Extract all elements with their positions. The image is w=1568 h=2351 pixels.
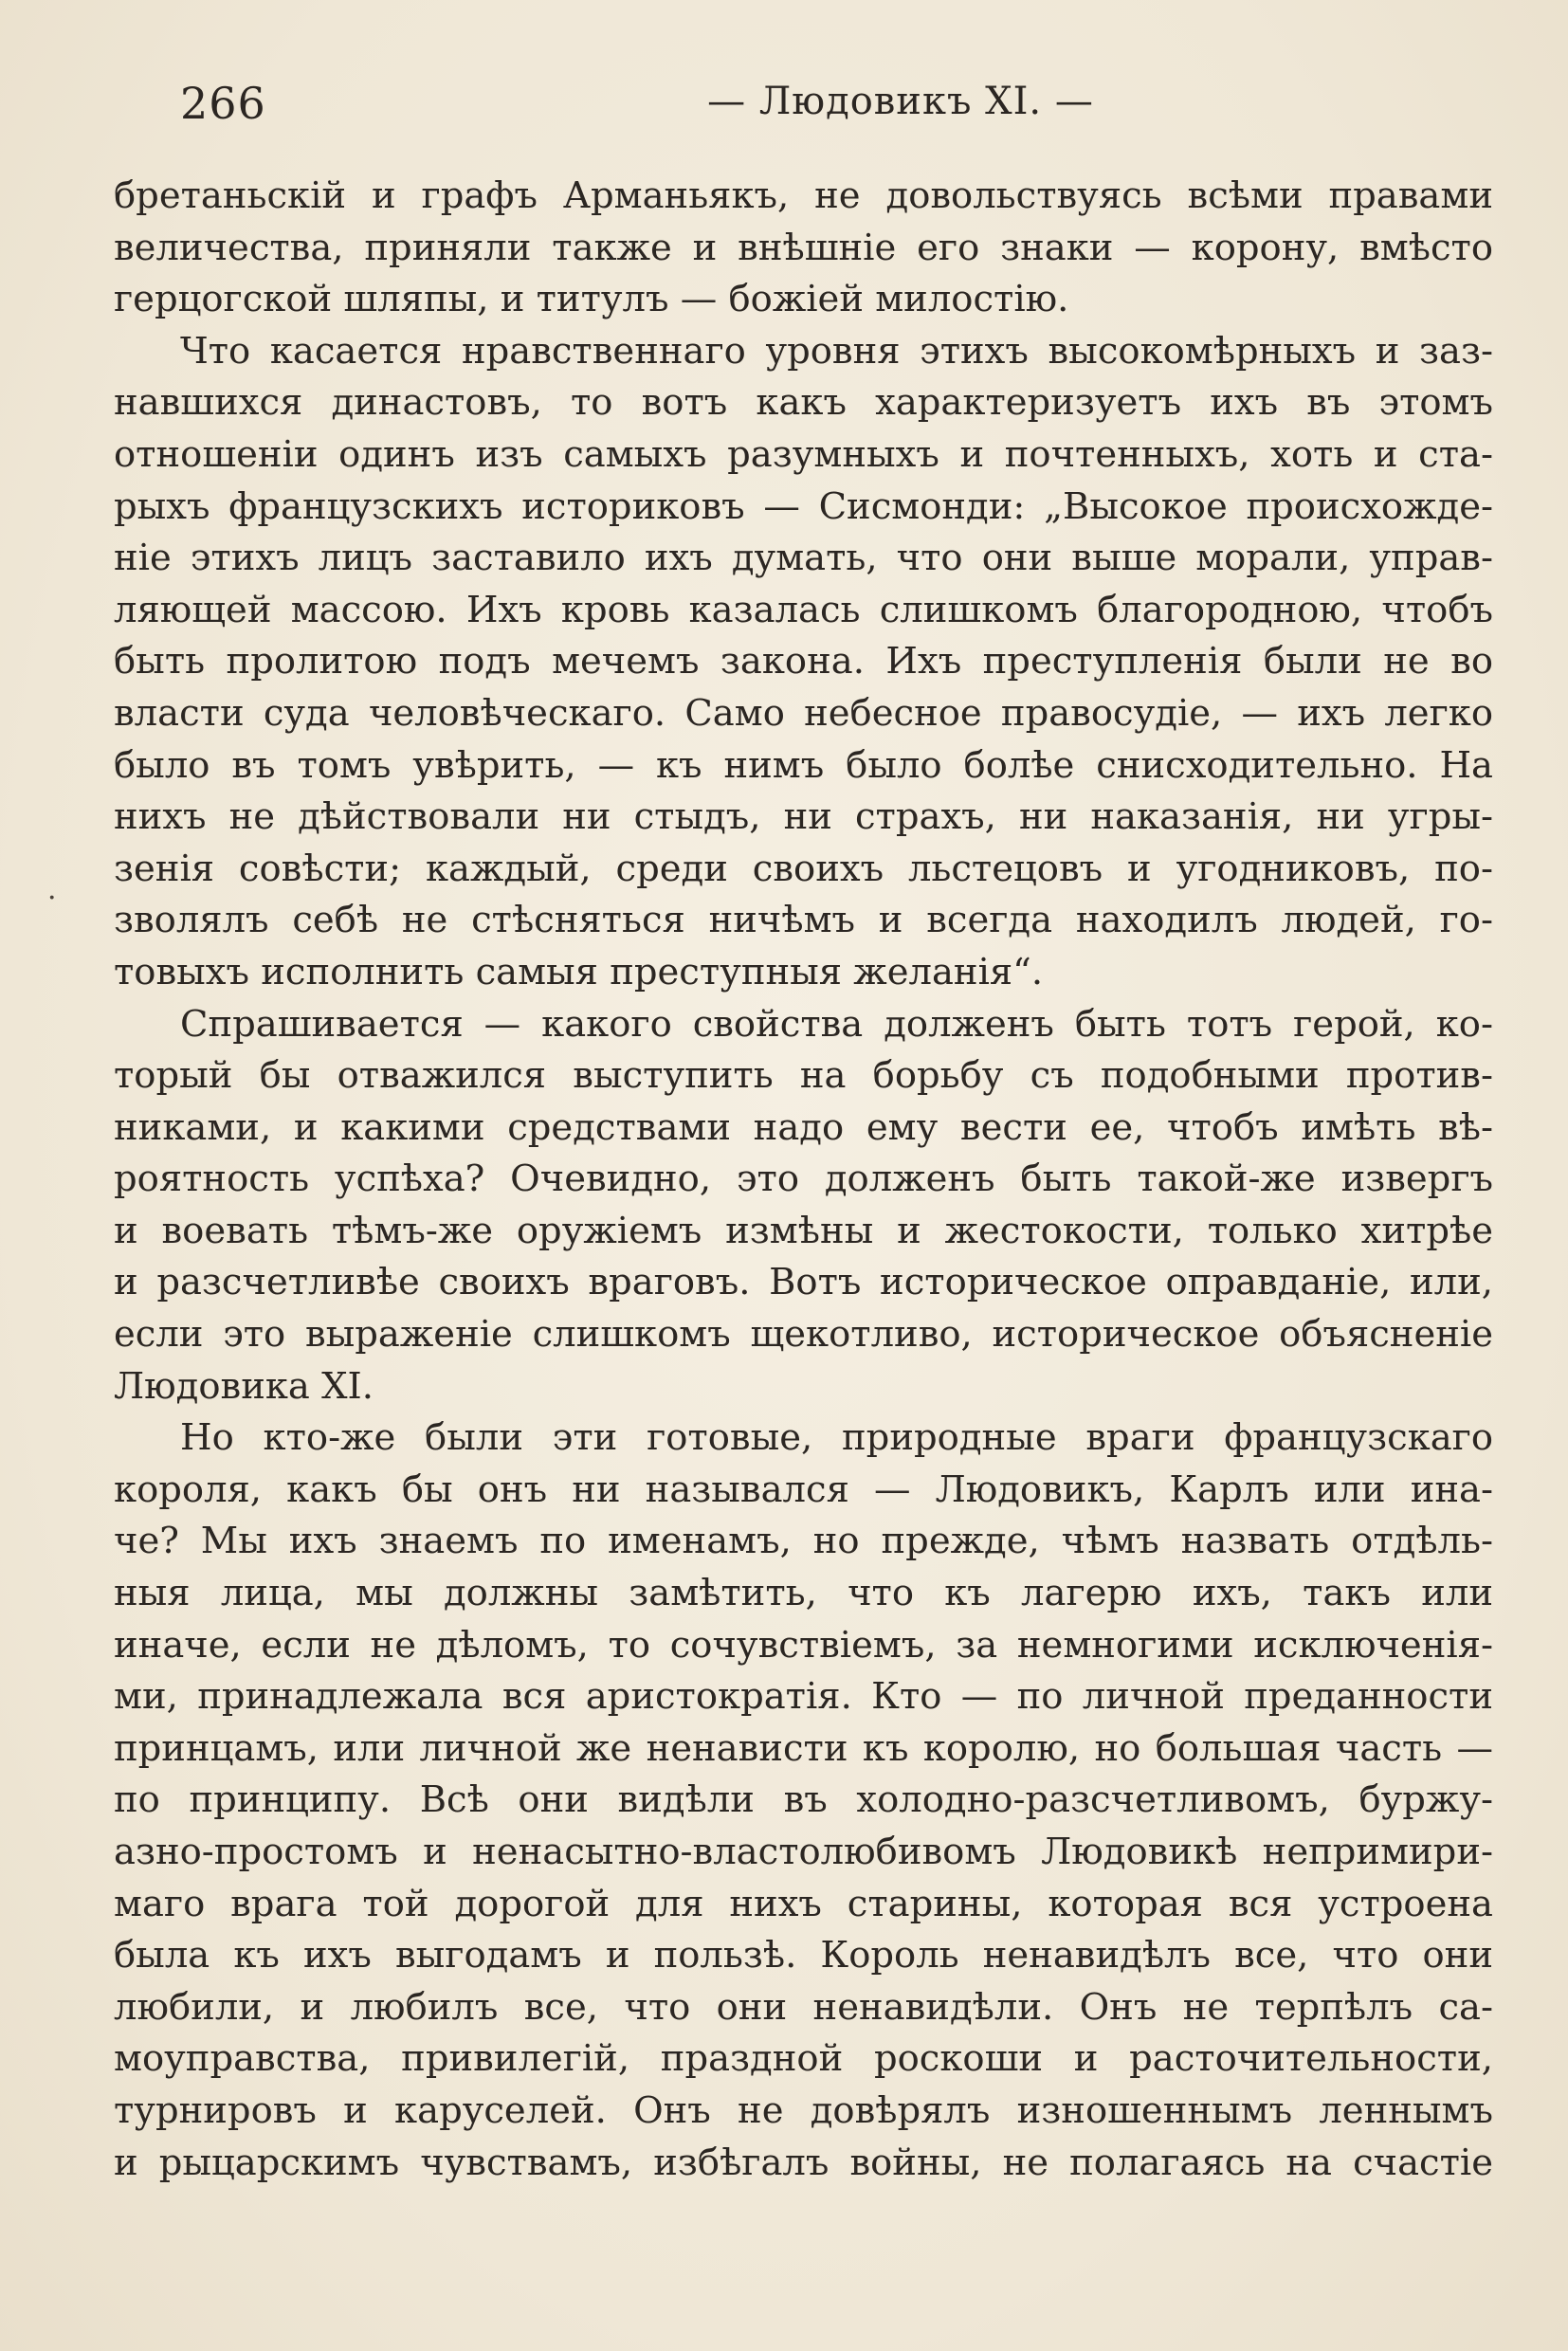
text-line: иначе, если не дѣломъ, то сочувствіемъ, за немногими исключенія- bbox=[114, 1623, 1493, 1667]
page-header bbox=[180, 78, 1488, 135]
text-line: моуправства, привилегій, праздной роскоши и расточительности, bbox=[114, 2037, 1493, 2081]
text-line: величества, приняли также и внѣшніе его знаки — корону, вмѣсто bbox=[114, 226, 1493, 269]
text-line: Людовика XI. bbox=[114, 1364, 374, 1408]
text-line: азно-простомъ и ненасытно-властолюбивомъ Людовикѣ непримири- bbox=[114, 1831, 1493, 1873]
text-line: Но кто-же были эти готовые, природные враги французскаго bbox=[180, 1416, 1493, 1460]
text-line: зенія совѣсти; каждый, среди своихъ льстецовъ и угодниковъ, по- bbox=[114, 847, 1493, 890]
text-line: было въ томъ увѣрить, — къ нимъ было болѣе снисходительно. На bbox=[114, 743, 1493, 787]
text-line: навшихся династовъ, то вотъ какъ характеризуетъ ихъ въ этомъ bbox=[114, 381, 1493, 425]
text-line: товыхъ исполнить самыя преступныя желанія“. bbox=[114, 950, 1044, 993]
text-line: короля, какъ бы онъ ни назывался — Людовикъ, Карлъ или ина- bbox=[114, 1467, 1493, 1511]
text-line: нихъ не дѣйствовали ни стыдъ, ни страхъ, ни наказанія, ни угры- bbox=[114, 795, 1493, 839]
text-line: ляющей массою. Ихъ кровь казалась слишкомъ благородною, чтобъ bbox=[114, 588, 1493, 631]
text-line: ныя лица, мы должны замѣтить, что къ лагерю ихъ, такъ или bbox=[114, 1572, 1493, 1615]
text-line: никами, и какими средствами надо ему вести ее, чтобъ имѣть вѣ- bbox=[114, 1105, 1493, 1149]
text-line: рыхъ французскихъ историковъ — Сисмонди: „Высокое происхожде- bbox=[114, 484, 1493, 528]
text-line: любили, и любилъ все, что они ненавидѣли. Онъ не терпѣлъ са- bbox=[114, 1985, 1493, 2029]
text-line: ми, принадлежала вся аристократія. Кто — по личной преданности bbox=[114, 1675, 1493, 1719]
text-line: отношеніи одинъ изъ самыхъ разумныхъ и почтенныхъ, хоть и ста- bbox=[114, 432, 1493, 476]
text-line: была къ ихъ выгодамъ и пользѣ. Король ненавидѣлъ все, что они bbox=[114, 1934, 1493, 1977]
text-line: быть пролитою подъ мечемъ закона. Ихъ преступленія были не во bbox=[114, 640, 1493, 683]
text-line: че? Мы ихъ знаемъ по именамъ, но прежде, чѣмъ назвать отдѣль- bbox=[114, 1520, 1493, 1563]
text-line: торый бы отважился выступить на борьбу съ подобными против- bbox=[114, 1054, 1493, 1098]
text-line: и воевать тѣмъ-же оружіемъ измѣны и жестокости, только хитрѣе bbox=[114, 1209, 1493, 1252]
text-line: если это выраженіе слишкомъ щекотливо, историческое объясненіе bbox=[114, 1313, 1493, 1357]
text-line: по принципу. Всѣ они видѣли въ холодно-разсчетливомъ, буржу- bbox=[114, 1778, 1493, 1822]
text-line: маго врага той дорогой для нихъ старины, которая вся устроена bbox=[114, 1882, 1493, 1925]
margin-mark: · bbox=[47, 882, 57, 915]
text-line: роятность успѣха? Очевидно, это долженъ быть такой-же извергъ bbox=[114, 1157, 1493, 1201]
running-title: — Людовикъ XI. — bbox=[707, 80, 1094, 123]
text-line: Что касается нравственнаго уровня этихъ высокомѣрныхъ и заз- bbox=[180, 329, 1493, 373]
text-line: Спрашивается — какого свойства долженъ быть тотъ герой, ко- bbox=[180, 1002, 1493, 1046]
page-number: 266 bbox=[180, 78, 266, 129]
body-text bbox=[114, 171, 1493, 2189]
text-line: и разсчетливѣе своихъ враговъ. Вотъ историческое оправданіе, или, bbox=[114, 1261, 1493, 1304]
text-line: бретаньскій и графъ Арманьякъ, не довольствуясь всѣми правами bbox=[114, 174, 1493, 217]
text-line: герцогской шляпы, и титулъ — божіей милостію. bbox=[114, 278, 1069, 321]
text-line: принцамъ, или личной же ненависти къ королю, но большая часть — bbox=[114, 1726, 1493, 1770]
text-line: турнировъ и каруселей. Онъ не довѣрялъ изношеннымъ леннымъ bbox=[114, 2088, 1493, 2132]
text-line: ніе этихъ лицъ заставило ихъ думать, что они выше морали, управ- bbox=[114, 537, 1493, 580]
text-line: власти суда человѣческаго. Само небесное правосудіе, — ихъ легко bbox=[114, 691, 1493, 735]
text-line: и рыцарскимъ чувствамъ, избѣгалъ войны, не полагаясь на счастіе bbox=[114, 2141, 1493, 2184]
text-line: зволялъ себѣ не стѣсняться ничѣмъ и всегда находилъ людей, го- bbox=[114, 899, 1493, 942]
